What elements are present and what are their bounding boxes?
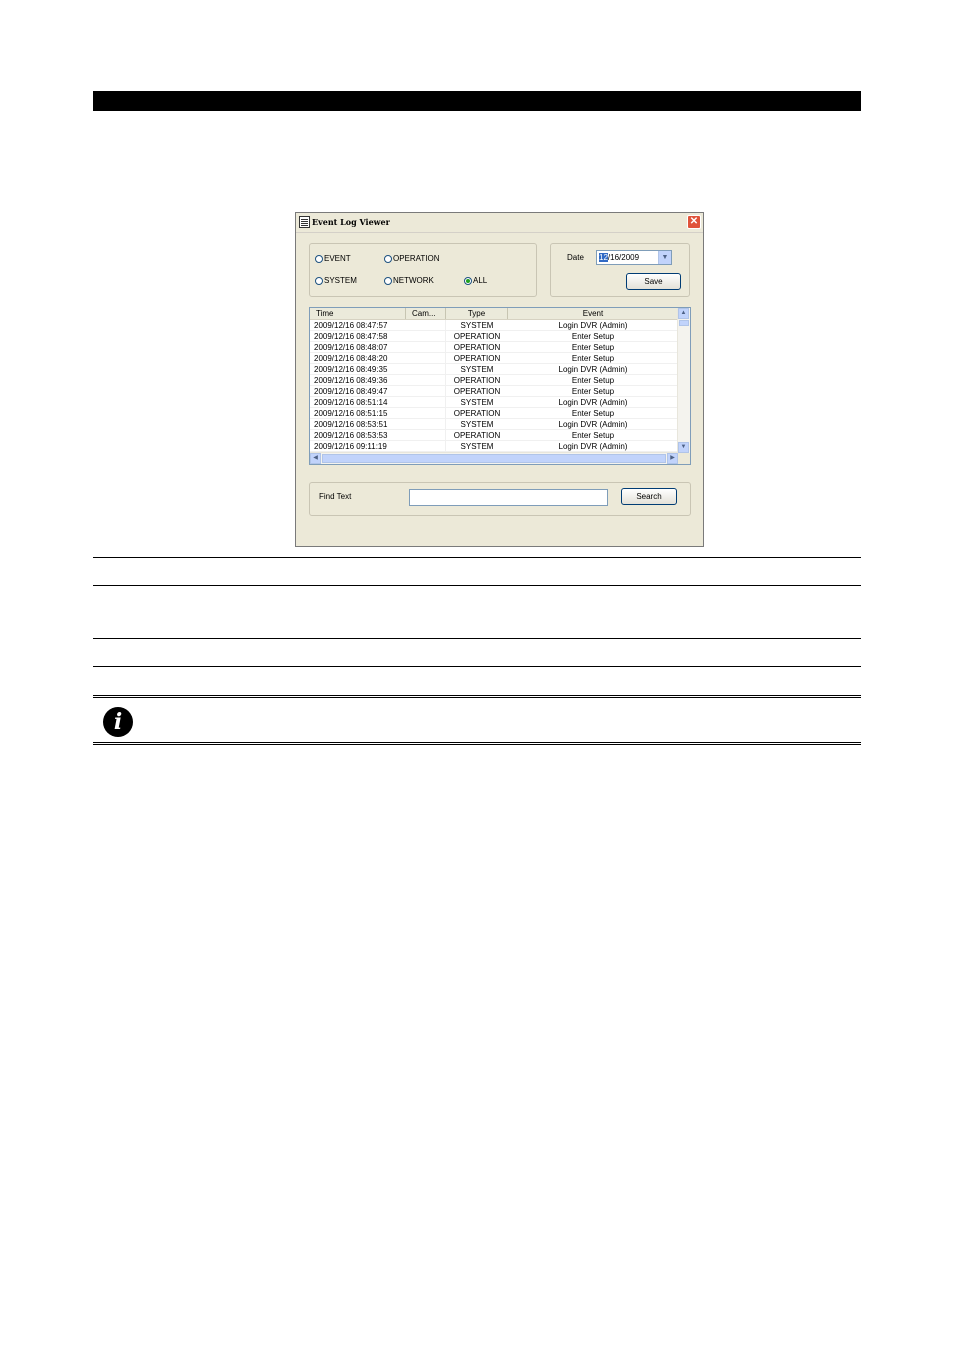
radio-dot[interactable]	[315, 255, 323, 263]
vertical-scroll-thumb[interactable]	[679, 320, 689, 326]
cell-type: OPERATION	[453, 343, 501, 352]
cell-camera	[406, 375, 446, 385]
radio-dot[interactable]	[384, 255, 392, 263]
cell-camera	[406, 331, 446, 341]
table-row[interactable]	[310, 441, 678, 452]
cell-event: Login DVR (Admin)	[558, 321, 628, 330]
event-log-viewer-window	[295, 212, 704, 547]
cell-time: 2009/12/16 08:53:51	[314, 420, 388, 429]
table-row[interactable]	[310, 386, 678, 397]
cell-camera	[406, 408, 446, 418]
find-text-label: Find Text	[319, 492, 352, 501]
find-text-input[interactable]	[409, 489, 608, 506]
cell-time: 2009/12/16 08:48:20	[314, 354, 388, 363]
cell-event: Login DVR (Admin)	[558, 442, 628, 451]
radio-dot-selected[interactable]	[464, 277, 472, 285]
col-header-camera[interactable]: Cam...	[406, 308, 446, 319]
cell-time: 2009/12/16 08:51:14	[314, 398, 388, 407]
cell-type: OPERATION	[453, 354, 501, 363]
cell-time: 2009/12/16 08:47:58	[314, 332, 388, 341]
divider	[93, 557, 861, 558]
divider	[93, 585, 861, 586]
scroll-up-icon[interactable]: ▲	[678, 308, 689, 319]
cell-type: OPERATION	[453, 387, 501, 396]
table-row[interactable]	[310, 353, 678, 364]
date-picker[interactable]	[596, 250, 672, 265]
radio-all[interactable]	[464, 276, 487, 285]
cell-type: OPERATION	[453, 376, 501, 385]
col-header-type[interactable]: Type	[446, 308, 508, 319]
section-header-bar	[93, 91, 861, 111]
scroll-right-icon[interactable]: ▶	[667, 453, 678, 464]
radio-label: NETWORK	[393, 276, 434, 285]
cell-event: Enter Setup	[571, 332, 615, 341]
event-log-table	[309, 307, 691, 465]
cell-type: SYSTEM	[460, 442, 494, 451]
cell-type: SYSTEM	[460, 321, 494, 330]
chevron-down-icon[interactable]: ▼	[658, 251, 671, 264]
cell-type: OPERATION	[453, 431, 501, 440]
radio-operation[interactable]	[384, 254, 440, 263]
radio-system[interactable]	[315, 276, 357, 285]
radio-network[interactable]	[384, 276, 434, 285]
table-row[interactable]	[310, 408, 678, 419]
note-bottom-rule	[93, 744, 861, 745]
radio-label: SYSTEM	[324, 276, 357, 285]
cell-camera	[406, 320, 446, 330]
divider	[93, 666, 861, 667]
horizontal-scroll-thumb[interactable]	[322, 454, 666, 463]
cell-time: 2009/12/16 08:49:36	[314, 376, 388, 385]
table-row[interactable]	[310, 430, 678, 441]
col-header-time[interactable]: Time	[310, 308, 406, 319]
cell-camera	[406, 441, 446, 451]
table-row[interactable]	[310, 320, 678, 331]
note-top-rule-inner	[93, 697, 861, 698]
radio-event[interactable]	[315, 254, 351, 263]
cell-camera	[406, 430, 446, 440]
cell-camera	[406, 386, 446, 396]
cell-event: Login DVR (Admin)	[558, 398, 628, 407]
table-header	[310, 308, 678, 320]
table-row[interactable]	[310, 375, 678, 386]
cell-event: Enter Setup	[571, 409, 615, 418]
cell-time: 2009/12/16 08:48:07	[314, 343, 388, 352]
cell-event: Enter Setup	[571, 354, 615, 363]
cell-event: Enter Setup	[571, 431, 615, 440]
cell-time: 2009/12/16 08:49:47	[314, 387, 388, 396]
cell-type: OPERATION	[453, 409, 501, 418]
title-bar[interactable]	[296, 213, 703, 233]
cell-time: 2009/12/16 08:51:15	[314, 409, 388, 418]
scroll-corner	[678, 453, 690, 464]
radio-label: ALL	[473, 276, 488, 285]
cell-event: Login DVR (Admin)	[558, 365, 628, 374]
radio-label: OPERATION	[393, 254, 440, 263]
cell-time: 2009/12/16 08:53:53	[314, 431, 388, 440]
cell-camera	[406, 353, 446, 363]
table-rows	[310, 320, 678, 452]
note-bottom-rule-inner	[93, 742, 861, 743]
cell-event: Login DVR (Admin)	[558, 420, 628, 429]
cell-event: Enter Setup	[571, 343, 615, 352]
cell-type: SYSTEM	[460, 365, 494, 374]
search-button[interactable]: Search	[621, 488, 677, 505]
scroll-left-icon[interactable]: ◀	[310, 453, 321, 464]
date-label: Date	[567, 253, 584, 262]
radio-label: EVENT	[324, 254, 351, 263]
radio-dot[interactable]	[315, 277, 323, 285]
close-button[interactable]: ✕	[687, 215, 701, 229]
note-top-rule	[93, 695, 861, 696]
cell-type: OPERATION	[453, 332, 501, 341]
col-header-event[interactable]: Event	[582, 309, 604, 318]
cell-camera	[406, 342, 446, 352]
scroll-down-icon[interactable]: ▼	[678, 442, 689, 453]
table-row[interactable]	[310, 419, 678, 430]
table-row[interactable]	[310, 397, 678, 408]
divider	[93, 638, 861, 639]
cell-type: SYSTEM	[460, 398, 494, 407]
table-row[interactable]	[310, 331, 678, 342]
cell-time: 2009/12/16 09:11:19	[314, 442, 387, 451]
date-rest: /16/2009	[607, 253, 640, 262]
cell-camera	[406, 397, 446, 407]
cell-time: 2009/12/16 08:49:35	[314, 365, 388, 374]
info-icon: i	[103, 707, 133, 737]
table-row[interactable]	[310, 342, 678, 353]
cell-time: 2009/12/16 08:47:57	[314, 321, 388, 330]
horizontal-scrollbar[interactable]	[310, 452, 678, 464]
cell-event: Enter Setup	[571, 387, 615, 396]
date-selected-part: 12	[599, 253, 608, 262]
save-button[interactable]: Save	[626, 273, 681, 290]
vertical-scrollbar[interactable]	[677, 308, 690, 453]
cell-camera	[406, 364, 446, 374]
table-row[interactable]	[310, 364, 678, 375]
radio-dot[interactable]	[384, 277, 392, 285]
cell-camera	[406, 419, 446, 429]
log-icon	[299, 216, 310, 228]
cell-event: Enter Setup	[571, 376, 615, 385]
cell-type: SYSTEM	[460, 420, 494, 429]
filter-group	[309, 243, 537, 297]
window-title: Event Log Viewer	[312, 217, 390, 227]
